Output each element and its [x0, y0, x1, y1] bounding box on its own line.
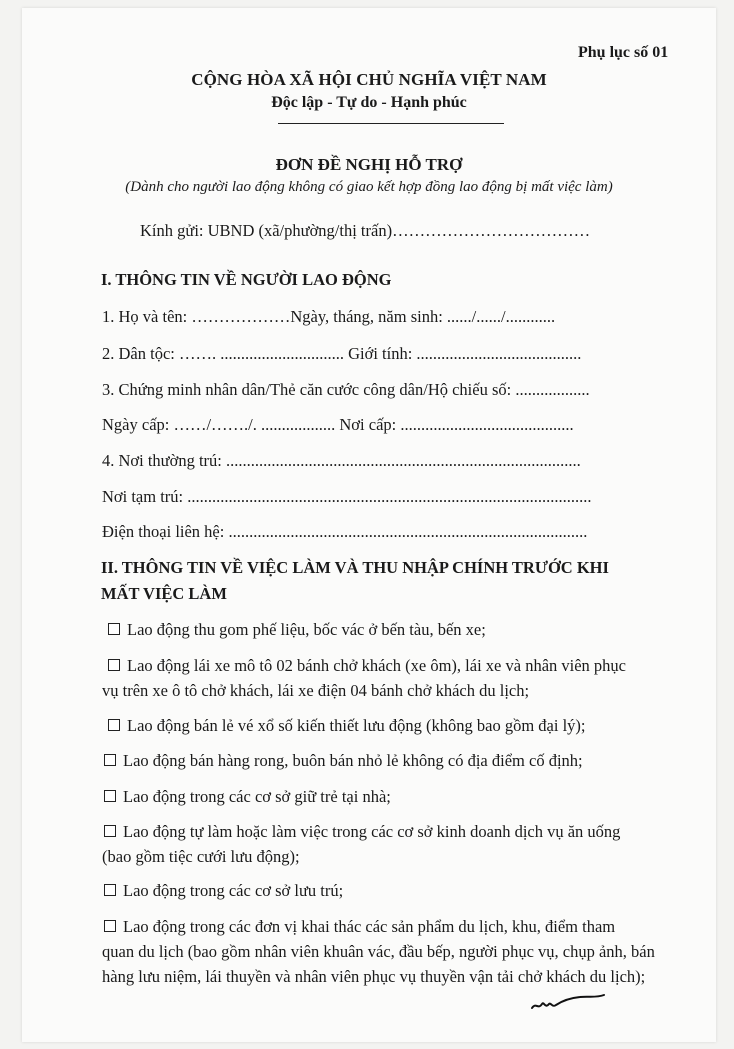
- option-motorbike-driver: Lao động lái xe mô tô 02 bánh chở khách (xe ôm), lái xe và nhân viên phục: [108, 656, 626, 676]
- checkbox[interactable]: [108, 719, 120, 731]
- checkbox[interactable]: [104, 754, 116, 766]
- initials-signature: [530, 992, 610, 1016]
- checkbox[interactable]: [104, 920, 116, 932]
- checkbox[interactable]: [104, 825, 116, 837]
- appendix-number: Phụ lục số 01: [578, 44, 669, 61]
- option-scrap-porter: Lao động thu gom phế liệu, bốc vác ở bến tàu, bến xe;: [108, 620, 486, 640]
- motto-underline: [278, 123, 504, 124]
- option-lottery-seller: Lao động bán lẻ vé xổ số kiến thiết lưu động (không bao gồm đại lý);: [108, 716, 586, 736]
- option-motorbike-driver-cont: vụ trên xe ô tô chở khách, lái xe điện 04 bánh chở khách du lịch;: [102, 681, 530, 700]
- option-tourism-cont-2: hàng lưu niệm, lái thuyền và nhân viên phục vụ thuyền vận tải chở khách du lịch);: [102, 967, 646, 986]
- field-phone: Điện thoại liên hệ: .......................................................................................: [102, 522, 588, 541]
- section-1-heading: I. THÔNG TIN VỀ NGƯỜI LAO ĐỘNG: [101, 270, 392, 289]
- recipient-line: Kính gửi: UBND (xã/phường/thị trấn)………………………………: [140, 221, 591, 240]
- option-street-vendor: Lao động bán hàng rong, buôn bán nhỏ lẻ không có địa điểm cố định;: [104, 751, 583, 771]
- national-title: CỘNG HÒA XÃ HỘI CHỦ NGHĨA VIỆT NAM: [191, 70, 547, 89]
- option-tourism-cont: quan du lịch (bao gồm nhân viên khuân vác, đầu bếp, người phục vụ, chụp ảnh, bán: [102, 942, 655, 961]
- checkbox[interactable]: [104, 790, 116, 802]
- document-page: [22, 8, 716, 1042]
- document-subtitle: (Dành cho người lao động không có giao kết hợp đồng lao động bị mất việc làm): [125, 179, 613, 195]
- field-temporary-address: Nơi tạm trú: ..................................................................................................: [102, 487, 592, 506]
- option-accommodation: Lao động trong các cơ sở lưu trú;: [104, 881, 343, 901]
- checkbox[interactable]: [108, 623, 120, 635]
- document-title: ĐƠN ĐỀ NGHỊ HỖ TRỢ: [275, 155, 463, 174]
- option-home-childcare: Lao động trong các cơ sở giữ trẻ tại nhà;: [104, 787, 391, 807]
- field-permanent-address: 4. Nơi thường trú: ......................................................................................: [102, 451, 581, 470]
- field-ethnicity-gender: 2. Dân tộc: ……. .............................. Giới tính: ........................................: [102, 344, 582, 363]
- national-motto: Độc lập - Tự do - Hạnh phúc: [271, 94, 467, 111]
- section-2-heading-cont: MẤT VIỆC LÀM: [101, 584, 227, 603]
- option-food-service: Lao động tự làm hoặc làm việc trong các cơ sở kinh doanh dịch vụ ăn uống: [104, 822, 620, 842]
- field-id-number: 3. Chứng minh nhân dân/Thẻ căn cước công dân/Hộ chiếu số: ..................: [102, 380, 590, 399]
- field-issue-date-place: Ngày cấp: ……/……./. .................. Nơi cấp: ..........................................: [102, 415, 574, 434]
- option-food-service-cont: (bao gồm tiệc cưới lưu động);: [102, 847, 300, 866]
- section-2-heading: II. THÔNG TIN VỀ VIỆC LÀM VÀ THU NHẬP CHÍNH TRƯỚC KHI: [101, 558, 609, 577]
- checkbox[interactable]: [108, 659, 120, 671]
- checkbox[interactable]: [104, 884, 116, 896]
- option-tourism: Lao động trong các đơn vị khai thác các sản phẩm du lịch, khu, điểm tham: [104, 917, 615, 937]
- field-name-dob: 1. Họ và tên: ………………Ngày, tháng, năm sinh: ....../....../............: [102, 307, 556, 326]
